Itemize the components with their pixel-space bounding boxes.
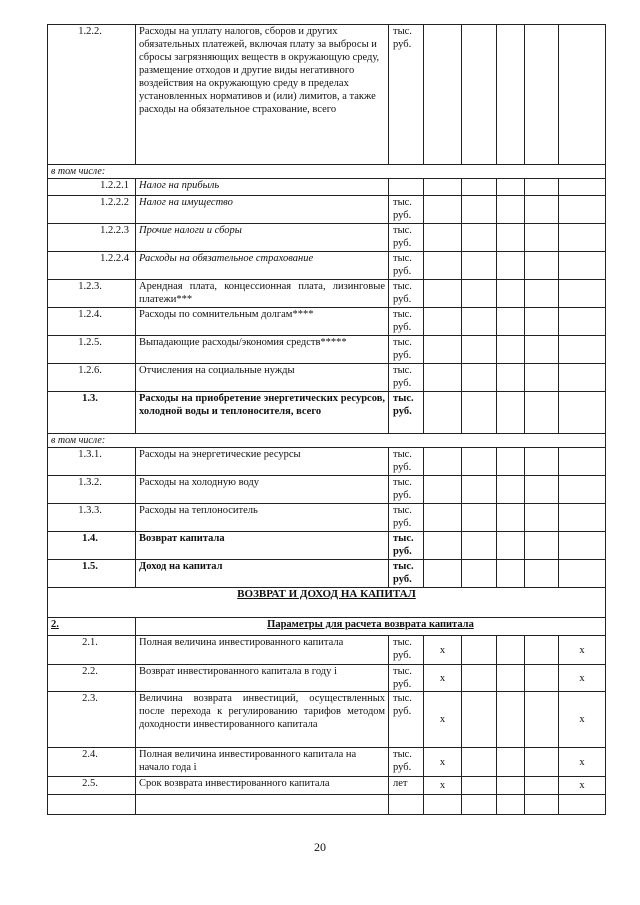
value-cell — [462, 196, 497, 224]
value-cell — [559, 504, 606, 532]
value-cell — [462, 504, 497, 532]
value-cell-mark: х — [559, 777, 606, 795]
value-cell — [559, 280, 606, 308]
row-unit: тыс. руб. — [389, 665, 424, 692]
note-label: в том числе: — [48, 434, 606, 448]
value-cell — [559, 179, 606, 196]
value-cell — [525, 392, 559, 434]
value-cell — [462, 336, 497, 364]
row-name: Полная величина инвестированного капитала — [136, 636, 389, 665]
empty-cell — [136, 795, 389, 815]
section-row — [48, 588, 606, 618]
value-cell — [559, 560, 606, 588]
row-number: 2. — [48, 618, 136, 636]
value-cell — [462, 224, 497, 252]
row-unit: лет — [389, 777, 424, 795]
value-cell — [424, 336, 462, 364]
row-number: 1.2.6. — [48, 364, 136, 392]
value-cell — [497, 196, 525, 224]
row-unit: тыс. руб. — [389, 25, 424, 165]
value-cell — [462, 748, 497, 777]
table-row — [48, 224, 606, 252]
value-cell — [424, 392, 462, 434]
value-cell — [424, 364, 462, 392]
empty-cell — [389, 795, 424, 815]
value-cell — [424, 532, 462, 560]
value-cell — [424, 196, 462, 224]
value-cell — [462, 25, 497, 165]
row-unit: тыс. руб. — [389, 448, 424, 476]
value-cell — [497, 777, 525, 795]
value-cell — [462, 532, 497, 560]
table-row — [48, 476, 606, 504]
value-cell — [525, 692, 559, 748]
row-unit: тыс. руб. — [389, 692, 424, 748]
row-number: 1.3.2. — [48, 476, 136, 504]
row-name: Доход на капитал — [136, 560, 389, 588]
row-unit: тыс. руб. — [389, 392, 424, 434]
empty-cell — [525, 795, 559, 815]
table-row — [48, 504, 606, 532]
row-unit: тыс. руб. — [389, 504, 424, 532]
row-name: Возврат инвестированного капитала в году i — [136, 665, 389, 692]
value-cell — [525, 665, 559, 692]
row-name: Расходы на уплату налогов, сборов и других обязательных платежей, включая плату за выбросы и сбросы загрязняющих веществ в окружающую среду, размещение отходов и другие виды негативного воздействия на окружающую среду в пределах установленных нормативов и (или) лимитов, а также расходы на обязательное страхование, всего — [136, 25, 389, 165]
row-unit: тыс. руб. — [389, 476, 424, 504]
row-number: 1.4. — [48, 532, 136, 560]
value-cell — [497, 748, 525, 777]
row-name: Выпадающие расходы/экономия средств***** — [136, 336, 389, 364]
value-cell — [462, 560, 497, 588]
value-cell — [497, 224, 525, 252]
table-row — [48, 665, 606, 692]
value-cell — [462, 448, 497, 476]
empty-cell — [48, 795, 136, 815]
value-cell — [497, 665, 525, 692]
value-cell — [559, 252, 606, 280]
row-number: 1.5. — [48, 560, 136, 588]
value-cell-mark: х — [559, 692, 606, 748]
value-cell — [424, 308, 462, 336]
row-name: Расходы на теплоноситель — [136, 504, 389, 532]
row-number: 1.2.3. — [48, 280, 136, 308]
value-cell-mark: х — [424, 692, 462, 748]
row-name: Расходы на энергетические ресурсы — [136, 448, 389, 476]
row-number: 1.3. — [48, 392, 136, 434]
value-cell — [497, 636, 525, 665]
row-name: Налог на имущество — [136, 196, 389, 224]
value-cell — [497, 280, 525, 308]
empty-cell — [497, 795, 525, 815]
value-cell — [559, 308, 606, 336]
value-cell — [424, 448, 462, 476]
document-table — [47, 24, 606, 815]
table-row — [48, 692, 606, 748]
row-name: Отчисления на социальные нужды — [136, 364, 389, 392]
table-row — [48, 196, 606, 224]
table-row — [48, 777, 606, 795]
value-cell — [559, 25, 606, 165]
value-cell — [559, 532, 606, 560]
value-cell — [497, 252, 525, 280]
value-cell — [525, 364, 559, 392]
note-label: в том числе: — [48, 165, 606, 179]
value-cell — [525, 532, 559, 560]
value-cell — [559, 196, 606, 224]
value-cell-mark: х — [424, 636, 462, 665]
row-name: Срок возврата инвестированного капитала — [136, 777, 389, 795]
value-cell — [559, 364, 606, 392]
table-row — [48, 748, 606, 777]
row-number: 2.2. — [48, 665, 136, 692]
value-cell — [559, 392, 606, 434]
table-row — [48, 636, 606, 665]
row-unit: тыс. руб. — [389, 364, 424, 392]
row-name: Расходы на приобретение энергетических ресурсов, холодной воды и теплоносителя, всего — [136, 392, 389, 434]
row-number: 1.2.2.4 — [48, 252, 136, 280]
table-row — [48, 280, 606, 308]
row-name: Налог на прибыль — [136, 179, 389, 196]
value-cell — [525, 25, 559, 165]
table-row — [48, 448, 606, 476]
value-cell-mark: х — [559, 636, 606, 665]
value-cell — [462, 392, 497, 434]
row-number: 1.3.3. — [48, 504, 136, 532]
value-cell — [525, 448, 559, 476]
row-unit: тыс. руб. — [389, 308, 424, 336]
row-unit: тыс. руб. — [389, 336, 424, 364]
value-cell — [497, 179, 525, 196]
row-unit: тыс. руб. — [389, 280, 424, 308]
value-cell — [525, 224, 559, 252]
row-unit: тыс. руб. — [389, 636, 424, 665]
value-cell — [497, 476, 525, 504]
row-name: Расходы по сомнительным долгам**** — [136, 308, 389, 336]
row-unit: тыс. руб. — [389, 748, 424, 777]
table-row — [48, 560, 606, 588]
value-cell — [462, 179, 497, 196]
table-row — [48, 308, 606, 336]
value-cell — [497, 25, 525, 165]
value-cell — [462, 636, 497, 665]
value-cell — [525, 252, 559, 280]
section-title: ВОЗВРАТ И ДОХОД НА КАПИТАЛ — [48, 588, 606, 618]
table-row — [48, 179, 606, 196]
row-name: Расходы на обязательное страхование — [136, 252, 389, 280]
row-number: 2.4. — [48, 748, 136, 777]
note-row — [48, 165, 606, 179]
page-number: 20 — [314, 840, 326, 854]
note-row — [48, 434, 606, 448]
value-cell — [462, 665, 497, 692]
value-cell — [462, 777, 497, 795]
value-cell — [525, 636, 559, 665]
row-unit: тыс. руб. — [389, 560, 424, 588]
value-cell — [559, 476, 606, 504]
value-cell — [462, 252, 497, 280]
row-number: 1.2.2. — [48, 25, 136, 165]
value-cell — [462, 364, 497, 392]
row-name: Возврат капитала — [136, 532, 389, 560]
table-row — [48, 252, 606, 280]
table-row — [48, 392, 606, 434]
value-cell — [424, 280, 462, 308]
row-number: 1.3.1. — [48, 448, 136, 476]
value-cell — [525, 560, 559, 588]
value-cell — [424, 560, 462, 588]
value-cell — [525, 308, 559, 336]
value-cell — [462, 308, 497, 336]
value-cell — [559, 224, 606, 252]
subsection-title: Параметры для расчета возврата капитала — [136, 618, 606, 636]
value-cell-mark: х — [424, 777, 462, 795]
value-cell — [424, 252, 462, 280]
value-cell — [424, 224, 462, 252]
value-cell — [497, 448, 525, 476]
table-row — [48, 336, 606, 364]
value-cell-mark: х — [424, 748, 462, 777]
table-row — [48, 364, 606, 392]
row-name: Прочие налоги и сборы — [136, 224, 389, 252]
value-cell — [559, 448, 606, 476]
value-cell-mark: х — [559, 748, 606, 777]
value-cell — [525, 336, 559, 364]
row-number: 1.2.2.3 — [48, 224, 136, 252]
row-number: 2.3. — [48, 692, 136, 748]
value-cell — [497, 692, 525, 748]
row-number: 2.5. — [48, 777, 136, 795]
empty-cell — [462, 795, 497, 815]
row-number: 1.2.5. — [48, 336, 136, 364]
value-cell — [462, 280, 497, 308]
row-number: 1.2.2.1 — [48, 179, 136, 196]
table-row — [48, 532, 606, 560]
value-cell — [497, 364, 525, 392]
row-unit: тыс. руб. — [389, 252, 424, 280]
value-cell — [525, 748, 559, 777]
value-cell — [497, 532, 525, 560]
value-cell — [424, 504, 462, 532]
value-cell — [497, 392, 525, 434]
value-cell — [497, 336, 525, 364]
row-name: Величина возврата инвестиций, осуществленных после перехода к регулированию тарифов методом доходности инвестированного капитала — [136, 692, 389, 748]
row-unit: тыс. руб. — [389, 224, 424, 252]
value-cell — [424, 25, 462, 165]
row-unit: тыс. руб. — [389, 196, 424, 224]
row-number: 1.2.2.2 — [48, 196, 136, 224]
empty-cell — [424, 795, 462, 815]
value-cell — [525, 476, 559, 504]
value-cell — [424, 476, 462, 504]
row-number: 1.2.4. — [48, 308, 136, 336]
value-cell — [525, 280, 559, 308]
value-cell — [497, 308, 525, 336]
value-cell — [559, 336, 606, 364]
empty-cell — [559, 795, 606, 815]
row-unit: тыс. руб. — [389, 532, 424, 560]
row-name: Полная величина инвестированного капитала на начало года i — [136, 748, 389, 777]
value-cell — [462, 692, 497, 748]
value-cell — [525, 777, 559, 795]
subsection-row — [48, 618, 606, 636]
row-name: Расходы на холодную воду — [136, 476, 389, 504]
table-row — [48, 25, 606, 165]
value-cell — [525, 504, 559, 532]
row-name: Арендная плата, концессионная плата, лизинговые платежи*** — [136, 280, 389, 308]
row-unit — [389, 179, 424, 196]
value-cell-mark: х — [559, 665, 606, 692]
value-cell — [525, 179, 559, 196]
value-cell — [497, 560, 525, 588]
value-cell — [462, 476, 497, 504]
value-cell — [424, 179, 462, 196]
value-cell — [525, 196, 559, 224]
value-cell-mark: х — [424, 665, 462, 692]
table-row-empty — [48, 795, 606, 815]
row-number: 2.1. — [48, 636, 136, 665]
value-cell — [497, 504, 525, 532]
